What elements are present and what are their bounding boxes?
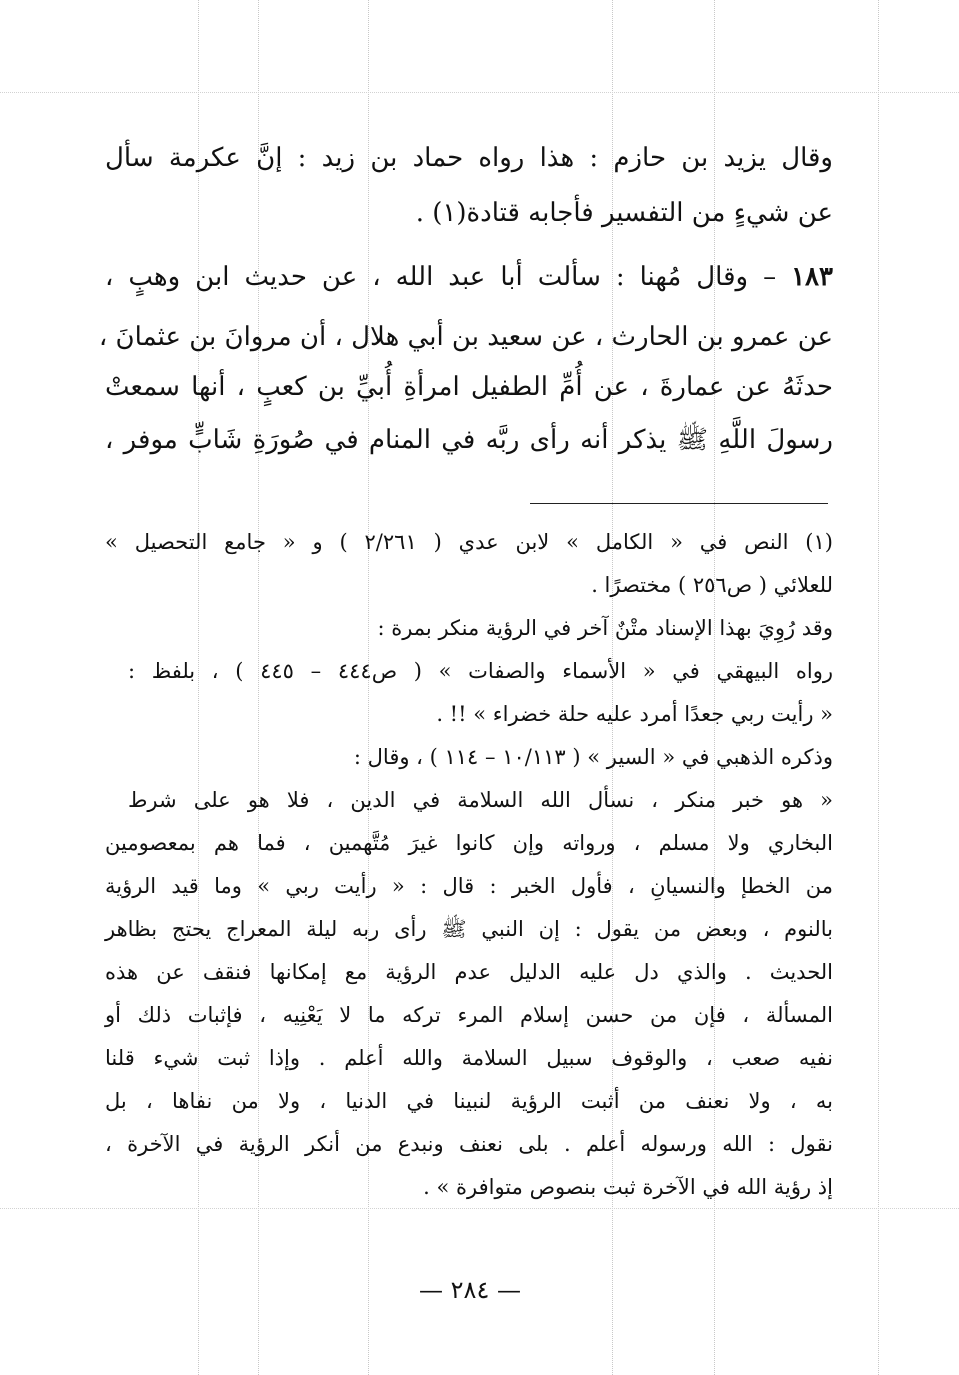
scan-guide-line bbox=[0, 92, 959, 93]
footnote-line: نقول : الله ورسوله أعلم . بلى نعنف ونبدع من أنكر الرؤية في الآخرة ، bbox=[105, 1132, 833, 1156]
footnote-separator bbox=[530, 503, 828, 504]
scan-guide-line bbox=[0, 1208, 959, 1209]
footnote-line: « رأيت ربي جعدًا أمرد عليه حلة خضراء » !! . bbox=[436, 702, 833, 726]
footnote-line: من الخطإ والنسيانِ ، فأول الخبر : قال : « رأيت ربي » وما قيد الرؤية bbox=[105, 874, 833, 898]
footnote-line: المسألة ، فإن من حسن إسلام المرء تركه ما لا يَعْنِيه ، فإثبات ذلك أو bbox=[105, 1003, 833, 1027]
paragraph-number: ١٨٣ bbox=[791, 262, 833, 292]
footnote-line: وقد رُوِيَ بهذا الإسناد متْنٌ آخر في الرؤية منكر بمرة : bbox=[377, 616, 833, 640]
footnote-line: إذ رؤية الله في الآخرة ثبت بنصوص متوافرة » . bbox=[423, 1175, 833, 1199]
main-line-paragraph-start bbox=[105, 262, 833, 293]
main-line: حدثَهُ عن عمارةَ ، عن أُمِّ الطفيل امرأةِ أُبيِّ بن كعبٍ ، أنها سمعتْ bbox=[105, 372, 833, 402]
main-line: رسولَ اللَّهِ ﷺ يذكر أنه رأى ربَّه في المنام في صُورَةِ شَابٍّ موفر ، bbox=[105, 425, 833, 455]
footnote-line: رواه البيهقي في « الأسماء والصفات » ( ص٤٤٤ – ٤٤٥ ) ، بلفظ : bbox=[128, 659, 833, 683]
footnote-line: الحديث . والذي دل عليه الدليل عدم الرؤية مع إمكانها فنقف عن هذه bbox=[105, 960, 833, 984]
footnote-line: وذكره الذهبي في « السير » ( ١٠/١١٣ – ١١٤ ) ، وقال : bbox=[353, 745, 833, 769]
footnote-line: « هو خبر منكر ، نسأل الله السلامة في الدين ، فلا هو على شرط bbox=[128, 788, 833, 812]
main-line: عن عمرو بن الحارث ، عن سعيد بن أبي هلال ، أن مروانَ بن عثمانَ ، bbox=[98, 322, 833, 352]
page-number: — ٢٨٤ — bbox=[419, 1276, 521, 1304]
scan-guide-line bbox=[878, 0, 879, 1375]
footnote-line: بالنوم ، وبعض من يقول : إن النبي ﷺ رأى ربه ليلة المعراج يحتج بظاهر bbox=[105, 917, 833, 941]
main-line-text: – وقال مُهنا : سألت أبا عبد الله ، عن حديث ابن وهبٍ ، bbox=[105, 262, 777, 292]
footnote-line: للعلائي ( ص٢٥٦ ) مختصرًا . bbox=[591, 573, 833, 597]
footnote-line: نفيه صعب ، والوقوف سبيل السلامة والله أعلم . وإذا ثبت شيء قلنا bbox=[105, 1046, 833, 1070]
main-line: عن شيءٍ من التفسير فأجابه قتادة(١) . bbox=[415, 198, 833, 228]
main-line: وقال يزيد بن حازم : هذا رواه حماد بن زيد : إنَّ عكرمة سأل bbox=[105, 143, 833, 173]
footnote-line: البخاري ولا مسلم ، ورواته وإن كانوا غيرَ مُتَّهمين ، فما هم بمعصومين bbox=[105, 831, 833, 855]
footnote-line: (١) النص في « الكامل » لابن عدي ( ٢/٢٦١ ) و « جامع التحصيل » bbox=[105, 530, 833, 554]
footnote-line: به ، ولا نعنف من أثبت الرؤية لنبينا في الدنيا ، ولا من نفاها ، بل bbox=[105, 1089, 833, 1113]
